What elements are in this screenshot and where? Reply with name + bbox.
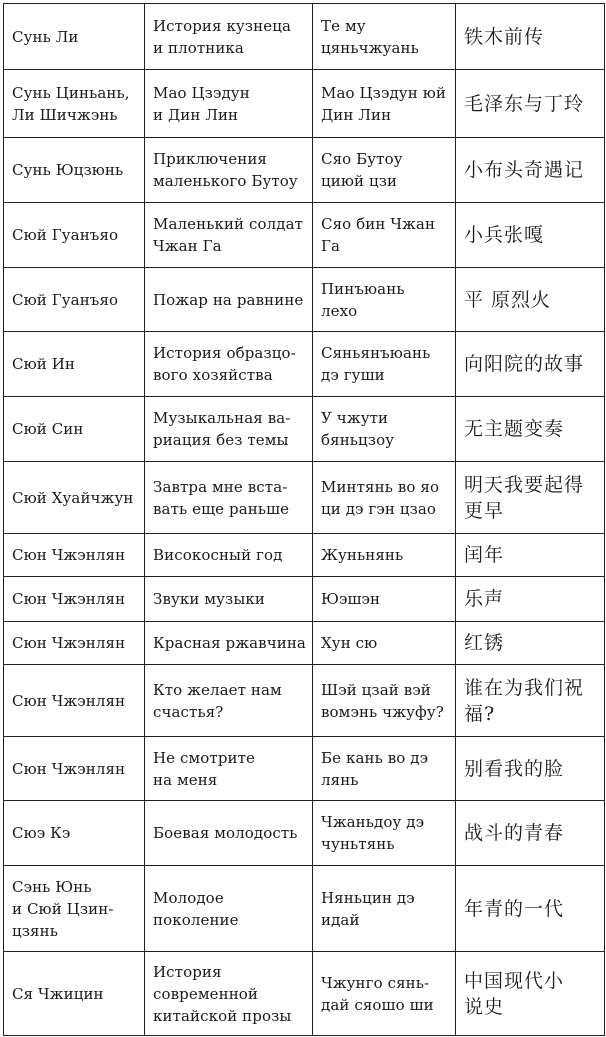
title-zh-cell: 无主题变奏 bbox=[456, 397, 605, 462]
title-zh-cell: 毛泽东与丁玲 bbox=[456, 70, 605, 138]
author-cell: Сюэ Кэ bbox=[4, 801, 145, 866]
title-pinyin-cell: Жуньнянь bbox=[313, 534, 456, 577]
title-zh-cell: 谁在为我们祝 福? bbox=[456, 665, 605, 737]
author-cell: Сэнь Юнь и Сюй Цзин- цзянь bbox=[4, 866, 145, 952]
title-zh-cell: 小兵张嘎 bbox=[456, 203, 605, 268]
title-ru-cell: История кузнеца и плотника bbox=[145, 4, 313, 70]
title-zh-cell: 向阳院的故事 bbox=[456, 332, 605, 397]
title-pinyin-cell: Сяо бин Чжан Га bbox=[313, 203, 456, 268]
title-pinyin-cell: Бе кань во дэ лянь bbox=[313, 737, 456, 801]
title-zh-cell: 年青的一代 bbox=[456, 866, 605, 952]
table-row bbox=[4, 866, 605, 952]
author-cell: Сунь Ли bbox=[4, 4, 145, 70]
table-row bbox=[4, 70, 605, 138]
title-ru-cell: История образцо- вого хозяйства bbox=[145, 332, 313, 397]
author-cell: Сюй Гуанъяо bbox=[4, 268, 145, 332]
title-ru-cell: Кто желает нам счастья? bbox=[145, 665, 313, 737]
title-ru-cell: Молодое поколение bbox=[145, 866, 313, 952]
title-zh-cell: 闰年 bbox=[456, 534, 605, 577]
author-cell: Сюй Син bbox=[4, 397, 145, 462]
table-row bbox=[4, 332, 605, 397]
title-ru-cell: Приключения маленького Бутоу bbox=[145, 138, 313, 203]
title-ru-cell: Не смотрите на меня bbox=[145, 737, 313, 801]
author-cell: Сунь Юцзюнь bbox=[4, 138, 145, 203]
title-ru-cell: Завтра мне вста- вать еще раньше bbox=[145, 462, 313, 534]
title-pinyin-cell: Юэшэн bbox=[313, 577, 456, 622]
title-pinyin-cell: Пинъюань лехо bbox=[313, 268, 456, 332]
author-cell: Сюй Ин bbox=[4, 332, 145, 397]
title-ru-cell: Звуки музыки bbox=[145, 577, 313, 622]
title-zh-cell: 别看我的脸 bbox=[456, 737, 605, 801]
table-row bbox=[4, 737, 605, 801]
table-row bbox=[4, 4, 605, 70]
title-ru-cell: Маленький солдат Чжан Га bbox=[145, 203, 313, 268]
title-pinyin-cell: Сяо Бутоу циюй цзи bbox=[313, 138, 456, 203]
title-zh-cell: 平 原烈火 bbox=[456, 268, 605, 332]
title-pinyin-cell: Сяньянъюань дэ гуши bbox=[313, 332, 456, 397]
table-row bbox=[4, 268, 605, 332]
title-ru-cell: Пожар на равнине bbox=[145, 268, 313, 332]
table-row bbox=[4, 138, 605, 203]
table-row bbox=[4, 577, 605, 622]
table-row bbox=[4, 534, 605, 577]
title-pinyin-cell: Те му цяньчжуань bbox=[313, 4, 456, 70]
title-pinyin-cell: Чжунго сянь- дай сяошо ши bbox=[313, 952, 456, 1036]
title-ru-cell: Високосный год bbox=[145, 534, 313, 577]
table-row bbox=[4, 665, 605, 737]
title-zh-cell: 明天我要起得 更早 bbox=[456, 462, 605, 534]
bibliography-table bbox=[3, 3, 605, 1036]
title-zh-cell: 中国现代小 说史 bbox=[456, 952, 605, 1036]
author-cell: Сюн Чжэнлян bbox=[4, 577, 145, 622]
title-zh-cell: 铁木前传 bbox=[456, 4, 605, 70]
title-zh-cell: 红锈 bbox=[456, 622, 605, 665]
title-ru-cell: Боевая молодость bbox=[145, 801, 313, 866]
title-pinyin-cell: Минтянь во яо ци дэ гэн цзао bbox=[313, 462, 456, 534]
title-pinyin-cell: У чжути бяньцзоу bbox=[313, 397, 456, 462]
table-row bbox=[4, 952, 605, 1036]
title-zh-cell: 战斗的青春 bbox=[456, 801, 605, 866]
author-cell: Сюн Чжэнлян bbox=[4, 534, 145, 577]
author-cell: Сюй Гуанъяо bbox=[4, 203, 145, 268]
title-pinyin-cell: Чжаньдоу дэ чуньтянь bbox=[313, 801, 456, 866]
table-row bbox=[4, 801, 605, 866]
title-zh-cell: 小布头奇遇记 bbox=[456, 138, 605, 203]
title-ru-cell: Мао Цзэдун и Дин Лин bbox=[145, 70, 313, 138]
table-row bbox=[4, 397, 605, 462]
author-cell: Сунь Циньань, Ли Шичжэнь bbox=[4, 70, 145, 138]
author-cell: Сюй Хуайчжун bbox=[4, 462, 145, 534]
table-row bbox=[4, 203, 605, 268]
author-cell: Сюн Чжэнлян bbox=[4, 622, 145, 665]
title-pinyin-cell: Мао Цзэдун юй Дин Лин bbox=[313, 70, 456, 138]
author-cell: Сюн Чжэнлян bbox=[4, 665, 145, 737]
title-pinyin-cell: Няньцин дэ идай bbox=[313, 866, 456, 952]
title-pinyin-cell: Шэй цзай вэй вомэнь чжуфу? bbox=[313, 665, 456, 737]
table-row bbox=[4, 622, 605, 665]
title-zh-cell: 乐声 bbox=[456, 577, 605, 622]
author-cell: Сюн Чжэнлян bbox=[4, 737, 145, 801]
table-row bbox=[4, 462, 605, 534]
title-ru-cell: Музыкальная ва- риация без темы bbox=[145, 397, 313, 462]
title-pinyin-cell: Хун сю bbox=[313, 622, 456, 665]
author-cell: Ся Чжицин bbox=[4, 952, 145, 1036]
title-ru-cell: История современной китайской прозы bbox=[145, 952, 313, 1036]
title-ru-cell: Красная ржавчина bbox=[145, 622, 313, 665]
